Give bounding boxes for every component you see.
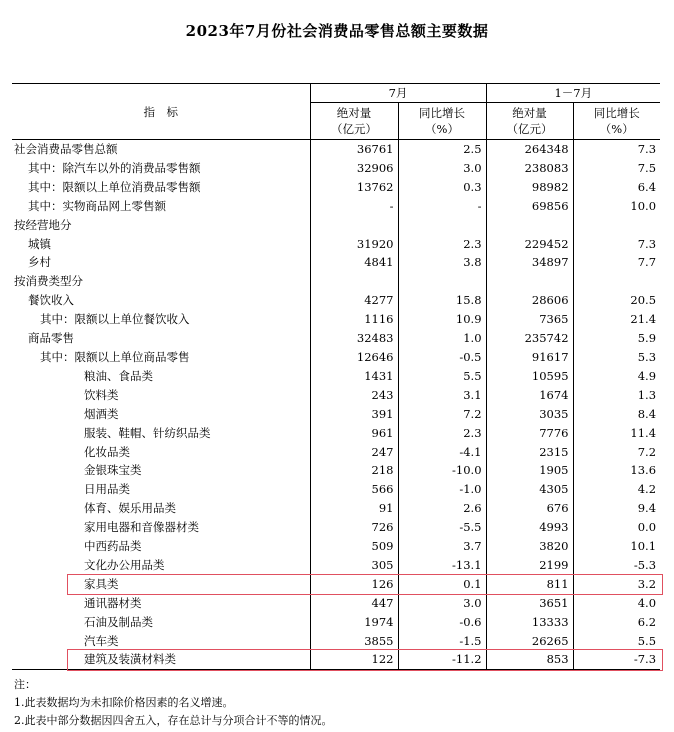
abs-value-jan-jul: 4305	[486, 480, 573, 499]
table-row	[12, 367, 660, 386]
row-label: 建筑及装潢材料类	[12, 650, 310, 669]
abs-value-jan-jul: 13333	[486, 613, 573, 632]
indicator-header: 指 标	[12, 84, 310, 140]
table-row	[12, 480, 660, 499]
abs-value-july: 961	[310, 424, 398, 443]
abs-value-july: 218	[310, 461, 398, 480]
abs-value-jan-jul: 98982	[486, 178, 573, 197]
abs-value-jan-jul: 3651	[486, 594, 573, 613]
yoy-value-jan-jul: 6.2	[573, 613, 660, 632]
table-row	[12, 329, 660, 348]
row-label: 其中：限额以上单位餐饮收入	[40, 312, 190, 327]
page-title: 2023年7月份社会消费品零售总额主要数据	[185, 22, 489, 40]
row-label: 乡村	[28, 255, 51, 270]
abs-value-july: 566	[310, 480, 398, 499]
table-row	[12, 140, 660, 159]
yoy-value-july	[398, 272, 486, 291]
yoy-value-july: -10.0	[398, 461, 486, 480]
yoy-value-jan-jul: 7.7	[573, 253, 660, 272]
yoy-value-july: -1.0	[398, 480, 486, 499]
yoy-value-july: 10.9	[398, 310, 486, 329]
header-row-period	[12, 84, 660, 103]
yoy-value-july: 0.1	[398, 575, 486, 594]
abs-header-jan-jul: 绝对量 （亿元）	[486, 103, 573, 140]
row-label: 城镇	[28, 236, 51, 251]
abs-value-jan-jul: 811	[486, 575, 573, 594]
table-row	[12, 443, 660, 462]
row-label: 按经营地分	[14, 217, 72, 232]
abs-value-july: 447	[310, 594, 398, 613]
table-row	[12, 197, 660, 216]
abs-value-july: 91	[310, 499, 398, 518]
abs-value-july: 305	[310, 556, 398, 575]
abs-value-july	[310, 272, 398, 291]
table-row	[12, 253, 660, 272]
row-label: 石油及制品类	[84, 614, 153, 629]
abs-value-jan-jul: 7365	[486, 310, 573, 329]
abs-value-july: 32906	[310, 159, 398, 178]
row-label: 家用电器和音像器材类	[84, 520, 199, 535]
footnote-heading: 注：	[14, 678, 36, 691]
yoy-value-july: -0.6	[398, 613, 486, 632]
yoy-value-jan-jul: 4.9	[573, 367, 660, 386]
table-row	[12, 518, 660, 537]
abs-value-july: 391	[310, 405, 398, 424]
yoy-value-july: 5.5	[398, 367, 486, 386]
abs-value-jan-jul: 1905	[486, 461, 573, 480]
yoy-value-jan-jul	[573, 216, 660, 235]
table-row	[12, 235, 660, 254]
row-label: 烟酒类	[84, 406, 119, 421]
yoy-value-july: -0.5	[398, 348, 486, 367]
yoy-value-july: 7.2	[398, 405, 486, 424]
abs-value-july: 1974	[310, 613, 398, 632]
table-row	[12, 632, 660, 651]
yoy-value-jan-jul: 5.3	[573, 348, 660, 367]
row-label: 饮料类	[84, 387, 119, 402]
table-row	[12, 424, 660, 443]
abs-value-jan-jul: 1674	[486, 386, 573, 405]
row-label: 其中：限额以上单位商品零售	[40, 349, 190, 364]
yoy-value-jan-jul: 6.4	[573, 178, 660, 197]
footnote-1: 1.此表数据均为未扣除价格因素的名义增速。	[14, 696, 234, 709]
row-label: 其中：实物商品网上零售额	[28, 198, 166, 213]
footnotes	[14, 676, 333, 730]
yoy-value-jan-jul: 7.3	[573, 235, 660, 254]
abs-value-jan-jul: 91617	[486, 348, 573, 367]
row-label: 日用品类	[84, 482, 130, 497]
table-row	[12, 499, 660, 518]
yoy-value-jan-jul: 1.3	[573, 386, 660, 405]
yoy-value-jan-jul: 9.4	[573, 499, 660, 518]
footnote-2: 2.此表中部分数据因四舍五入，存在总计与分项合计不等的情况。	[14, 714, 333, 727]
yoy-value-jan-jul: 7.2	[573, 443, 660, 462]
yoy-value-july: 2.3	[398, 424, 486, 443]
row-label: 通讯器材类	[84, 595, 142, 610]
abs-value-jan-jul: 28606	[486, 291, 573, 310]
abs-value-july: 3855	[310, 632, 398, 651]
abs-value-jan-jul: 229452	[486, 235, 573, 254]
table-row	[12, 291, 660, 310]
period-header-july: 7月	[310, 84, 486, 103]
row-label: 中西药品类	[84, 539, 142, 554]
abs-value-july: 1116	[310, 310, 398, 329]
yoy-value-jan-jul: 21.4	[573, 310, 660, 329]
abs-header-july: 绝对量 （亿元）	[310, 103, 398, 140]
abs-value-july: 12646	[310, 348, 398, 367]
yoy-value-july: 3.0	[398, 594, 486, 613]
abs-value-july: 1431	[310, 367, 398, 386]
table-row	[12, 310, 660, 329]
row-label: 体育、娱乐用品类	[84, 501, 176, 516]
yoy-value-july: 1.0	[398, 329, 486, 348]
abs-value-jan-jul: 3035	[486, 405, 573, 424]
row-label: 社会消费品零售总额	[14, 142, 118, 156]
table-row	[12, 650, 660, 669]
abs-value-july: 247	[310, 443, 398, 462]
abs-value-jan-jul: 7776	[486, 424, 573, 443]
yoy-value-jan-jul: 0.0	[573, 518, 660, 537]
yoy-value-jan-jul: 7.5	[573, 159, 660, 178]
table-row	[12, 159, 660, 178]
retail-sales-table	[12, 83, 660, 670]
yoy-value-jan-jul: 10.1	[573, 537, 660, 556]
abs-value-july: -	[310, 197, 398, 216]
abs-value-jan-jul: 34897	[486, 253, 573, 272]
table-row	[12, 613, 660, 632]
row-label: 商品零售	[28, 331, 74, 346]
abs-value-july: 126	[310, 575, 398, 594]
table-row	[12, 575, 660, 594]
row-label: 金银珠宝类	[84, 463, 142, 478]
yoy-value-july: 3.1	[398, 386, 486, 405]
yoy-value-jan-jul: 11.4	[573, 424, 660, 443]
abs-value-jan-jul	[486, 272, 573, 291]
yoy-value-july: 3.7	[398, 537, 486, 556]
yoy-value-jan-jul	[573, 272, 660, 291]
abs-value-july: 509	[310, 537, 398, 556]
table-row	[12, 272, 660, 291]
yoy-value-july: 3.0	[398, 159, 486, 178]
yoy-value-july: 2.3	[398, 235, 486, 254]
row-label: 文化办公用品类	[84, 557, 165, 572]
abs-value-july: 31920	[310, 235, 398, 254]
table-row	[12, 348, 660, 367]
yoy-value-jan-jul: -5.3	[573, 556, 660, 575]
abs-value-july: 4841	[310, 253, 398, 272]
abs-value-july	[310, 216, 398, 235]
yoy-header-jan-jul: 同比增长 （%）	[573, 103, 660, 140]
row-label: 化妆品类	[84, 444, 130, 459]
abs-value-jan-jul: 264348	[486, 140, 573, 159]
yoy-value-jan-jul: 4.0	[573, 594, 660, 613]
yoy-value-july: 2.6	[398, 499, 486, 518]
table-row	[12, 216, 660, 235]
abs-value-jan-jul: 2199	[486, 556, 573, 575]
yoy-value-jan-jul: 20.5	[573, 291, 660, 310]
yoy-value-july: 3.8	[398, 253, 486, 272]
period-header-jan-jul: 1－7月	[486, 84, 660, 103]
yoy-value-jan-jul: 3.2	[573, 575, 660, 594]
yoy-value-july: -11.2	[398, 650, 486, 669]
abs-value-jan-jul: 235742	[486, 329, 573, 348]
row-label: 服装、鞋帽、针纺织品类	[84, 425, 211, 440]
yoy-value-jan-jul: 4.2	[573, 480, 660, 499]
abs-value-july: 726	[310, 518, 398, 537]
row-label: 其中：限额以上单位消费品零售额	[28, 179, 201, 194]
yoy-value-july: 15.8	[398, 291, 486, 310]
yoy-header-july: 同比增长 （%）	[398, 103, 486, 140]
yoy-value-july: 2.5	[398, 140, 486, 159]
abs-value-jan-jul: 676	[486, 499, 573, 518]
abs-value-july: 122	[310, 650, 398, 669]
row-label: 按消费类型分	[14, 274, 83, 289]
abs-value-july: 32483	[310, 329, 398, 348]
yoy-value-jan-jul: 5.5	[573, 632, 660, 651]
abs-value-jan-jul: 853	[486, 650, 573, 669]
table-row	[12, 386, 660, 405]
yoy-value-july	[398, 216, 486, 235]
yoy-value-jan-jul: 10.0	[573, 197, 660, 216]
abs-value-jan-jul: 26265	[486, 632, 573, 651]
yoy-value-july: -1.5	[398, 632, 486, 651]
row-label: 其中：除汽车以外的消费品零售额	[28, 160, 201, 175]
yoy-value-july: -4.1	[398, 443, 486, 462]
yoy-value-jan-jul: 5.9	[573, 329, 660, 348]
abs-value-jan-jul: 10595	[486, 367, 573, 386]
yoy-value-jan-jul: 7.3	[573, 140, 660, 159]
table-row	[12, 594, 660, 613]
table-row	[12, 405, 660, 424]
yoy-value-july: -13.1	[398, 556, 486, 575]
yoy-value-jan-jul: 8.4	[573, 405, 660, 424]
abs-value-jan-jul: 4993	[486, 518, 573, 537]
yoy-value-jan-jul: 13.6	[573, 461, 660, 480]
row-label: 家具类	[84, 576, 119, 591]
abs-value-jan-jul: 2315	[486, 443, 573, 462]
yoy-value-july: -5.5	[398, 518, 486, 537]
abs-value-july: 4277	[310, 291, 398, 310]
yoy-value-july: 0.3	[398, 178, 486, 197]
row-label: 粮油、食品类	[84, 368, 153, 383]
table-row	[12, 556, 660, 575]
abs-value-july: 36761	[310, 140, 398, 159]
table-row	[12, 178, 660, 197]
row-label: 餐饮收入	[28, 293, 74, 308]
table-row	[12, 537, 660, 556]
table-row	[12, 461, 660, 480]
abs-value-jan-jul: 238083	[486, 159, 573, 178]
abs-value-july: 243	[310, 386, 398, 405]
abs-value-jan-jul: 3820	[486, 537, 573, 556]
row-label: 汽车类	[84, 633, 119, 648]
yoy-value-july: -	[398, 197, 486, 216]
yoy-value-jan-jul: -7.3	[573, 650, 660, 669]
abs-value-jan-jul	[486, 216, 573, 235]
abs-value-july: 13762	[310, 178, 398, 197]
abs-value-jan-jul: 69856	[486, 197, 573, 216]
